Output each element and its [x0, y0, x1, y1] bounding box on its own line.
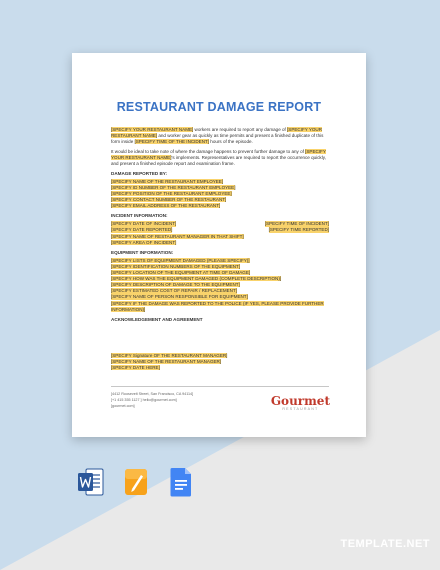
document-page	[72, 53, 366, 437]
placeholder-field: [SPECIFY ID NUMBER OF THE RESTAURANT EMPLOYEE]	[111, 184, 236, 190]
placeholder-field: [SPECIFY DATE OF INCIDENT]	[111, 221, 177, 227]
placeholder-field: [SPECIFY HOW WAS THE EQUIPMENT DAMAGED (COMPLETE DESCRIPTION)]	[111, 276, 282, 282]
placeholder-field: [SPECIFY NAME OF THE RESTAURANT EMPLOYEE]	[111, 178, 224, 184]
placeholder-field: [SPECIFY IF THE DAMAGE WAS REPORTED TO THE POLICE (IF YES, PLEASE PROVIDE FURTHER	[111, 300, 324, 306]
placeholder-field: [SPECIFY AREA OF INCIDENT]	[111, 239, 177, 245]
footer-address: [4412 Roosevelt Street, San Francisco, CA 94114]	[111, 392, 194, 396]
google-docs-icon[interactable]	[168, 467, 192, 497]
document-body	[111, 127, 329, 371]
brand-name: Gourmet	[270, 394, 330, 408]
placeholder-field: [SPECIFY Signature OF THE RESTAURANT MANAGER]	[111, 352, 228, 358]
placeholder: [SPECIFY YOUR RESTAURANT NAME]	[111, 148, 326, 160]
brand-subtitle: RESTAURANT	[282, 407, 319, 411]
brand-logo	[271, 395, 330, 411]
incident-information-heading: INCIDENT INFORMATION:	[111, 213, 168, 219]
damage-reported-by-fields	[111, 179, 329, 209]
acknowledgement-heading: ACKNOWLEDGEMENT AND AGREEMENT	[111, 316, 203, 322]
placeholder-field: [SPECIFY TIME OF INCIDENT]	[264, 221, 329, 227]
signature-space	[111, 325, 329, 353]
placeholder-field: [SPECIFY NAME OF PERSON RESPONSIBLE FOR EQUIPMENT]	[111, 294, 248, 300]
placeholder-field: INFORMATION)]	[111, 306, 146, 312]
intro-paragraph-1: [SPECIFY YOUR RESTAURANT NAME] workers are required to report any damage of [SPECIFY YOUR RESTAURANT NAME] and worker gear as quickly as time permits and present a finished duplicate of this form inside [SPECIFY TIME OF THE INCIDENT] hours of the episode.	[111, 127, 324, 145]
watermark: TEMPLATE.NET	[340, 538, 430, 550]
file-format-icons	[78, 467, 192, 497]
placeholder-field: [SPECIFY TIME REPORTED]	[268, 227, 329, 233]
placeholder-field: [SPECIFY POSITION OF THE RESTAURANT EMPLOYEE]	[111, 190, 232, 196]
placeholder-field: [SPECIFY ESTIMATED COST OF REPAIR / REPLACEMENT]	[111, 288, 237, 294]
placeholder-field: [SPECIFY DESCRIPTION OF DAMAGE TO THE EQUIPMENT]	[111, 282, 240, 288]
footer-website: [gourmet.com]	[111, 403, 135, 408]
footer-phone-email: [+1 415 355 1127 ] hello@gourmet.com]	[111, 397, 177, 402]
placeholder-field: [SPECIFY IDENTIFICATION NUMBERS OF THE EQUIPMENT]	[111, 264, 241, 269]
placeholder: [SPECIFY YOUR RESTAURANT NAME]	[111, 127, 194, 132]
placeholder-field: [SPECIFY DATE HERE]	[111, 365, 160, 371]
equipment-information-fields	[111, 258, 329, 312]
word-icon[interactable]	[78, 467, 102, 497]
footer-divider	[111, 386, 329, 387]
placeholder-field: [SPECIFY CONTACT NUMBER OF THE RESTAURANT]	[111, 196, 227, 202]
placeholder-field: [SPECIFY EMAIL ADDRESS OF THE RESTAURANT]	[111, 203, 221, 209]
document-title: RESTAURANT DAMAGE REPORT	[116, 100, 322, 114]
placeholder-field: [SPECIFY DATE REPORTED]	[111, 227, 173, 233]
equipment-information-heading: EQUIPMENT INFORMATION:	[111, 249, 174, 255]
intro-paragraph-2: It would be ideal to take note of where the damage happens to prevent further damage to any of [SPECIFY YOUR RESTAURANT NAME]'s implements. Representatives are required to report the occurrence quickly, and present a finished episode report and examination frame.	[111, 148, 326, 166]
acknowledgement-fields	[111, 353, 329, 370]
placeholder-field: [SPECIFY NAME OF THE RESTAURANT MANAGER]	[111, 359, 222, 365]
placeholder: [SPECIFY YOUR RESTAURANT NAME]	[111, 127, 323, 139]
placeholder-field: [SPECIFY LISTS OF EQUIPMENT DAMAGED (PLEASE SPECIFY)]	[111, 257, 250, 263]
placeholder: [SPECIFY TIME OF THE INCIDENT]	[134, 139, 210, 145]
placeholder-field: [SPECIFY NAME OF RESTAURANT MANAGER IN THAT SHIFT]	[111, 233, 244, 239]
footer-contact	[111, 392, 193, 409]
placeholder-field: [SPECIFY LOCATION OF THE EQUIPMENT AT TIME OF DAMAGE]	[111, 270, 251, 276]
pages-icon[interactable]	[123, 467, 147, 497]
damage-reported-by-heading: DAMAGE REPORTED BY:	[111, 170, 168, 176]
